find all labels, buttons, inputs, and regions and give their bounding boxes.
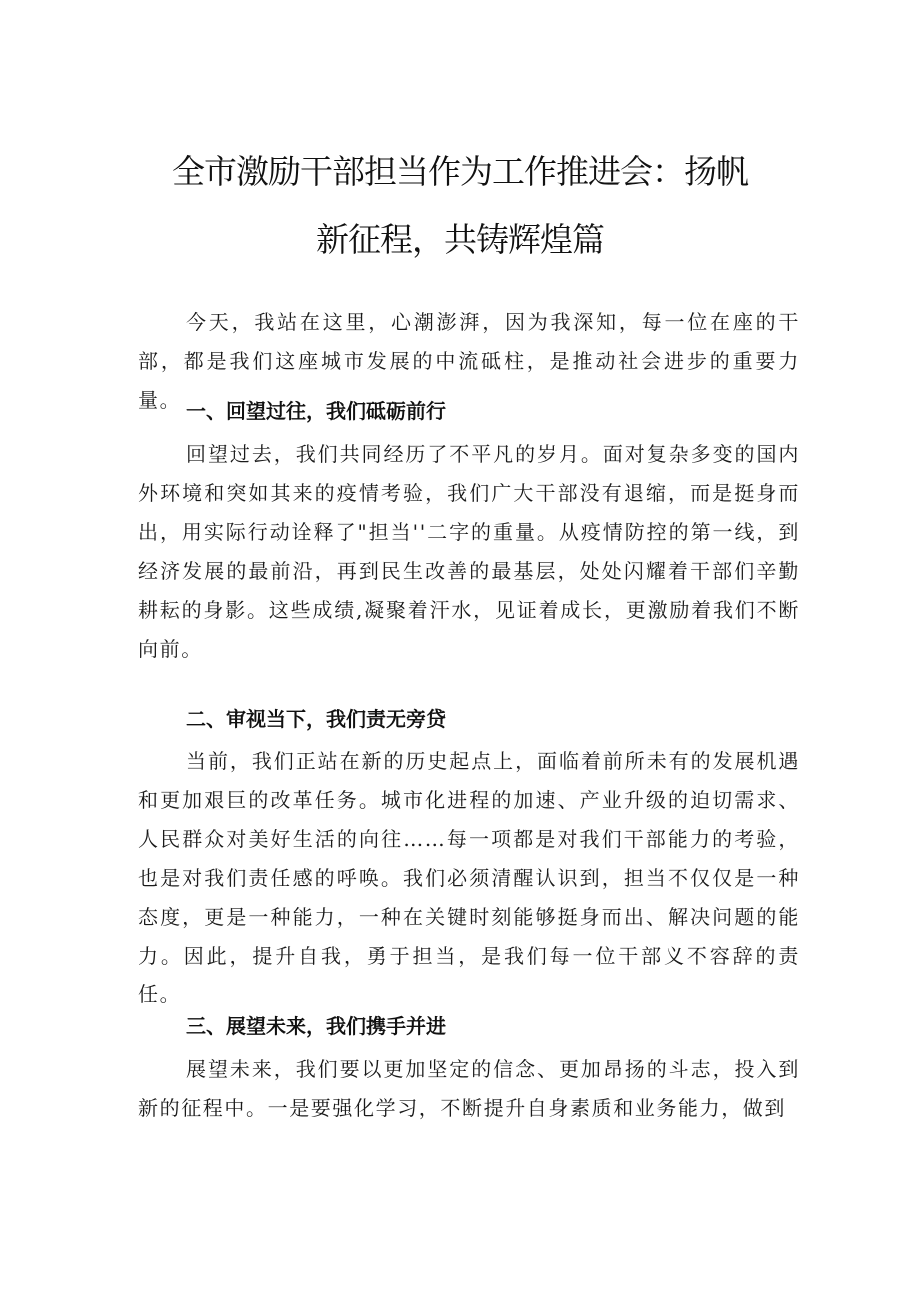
document-title-line-1: 全市激励干部担当作为工作推进会：扬帆: [172, 152, 748, 191]
section-body-2: 当前，我们正站在新的历史起点上，面临着前所未有的发展机遇和更加艰巨的改革任务。城市化进程的加速、产业升级的迫切需求、人民群众对美好生活的向往……每一项都是对我们干部能力的考验，也是对我们责任感的呼唤。我们必须清醒认识到，担当不仅仅是一种态度，更是一种能力，一种在关键时刻能够挺身而出、解决问题的能力。因此，提升自我，勇于担当，是我们每一位干部义不容辞的责任。: [138, 749, 800, 1007]
document-title-line-2: 新征程，共铸辉煌篇: [316, 220, 604, 259]
section-heading-3: 三、展望未来，我们携手并进: [186, 1014, 446, 1038]
section-body-1: 回望过去，我们共同经历了不平凡的岁月。面对复杂多变的国内外环境和突如其来的疫情考验，我们广大干部没有退缩，而是挺身而出，用实际行动诠释了"担当''二字的重量。从疫情防控的第一线，到经济发展的最前沿，再到民生改善的最基层，处处闪耀着干部们辛勤耕耘的身影。这些成绩,凝聚着汗水，见证着成长，更激励着我们不断向前。: [138, 442, 800, 661]
section-body-3: 展望未来，我们要以更加坚定的信念、更加昂扬的斗志，投入到新的征程中。一是要强化学习，不断提升自身素质和业务能力，做到: [138, 1057, 800, 1120]
intro-paragraph: 今天，我站在这里，心潮澎湃，因为我深知，每一位在座的干部，都是我们这座城市发展的中流砥柱，是推动社会进步的重要力量。: [138, 310, 800, 412]
section-heading-1: 一、回望过往，我们砥砺前行: [186, 399, 446, 423]
section-heading-2: 二、审视当下，我们责无旁贷: [186, 707, 446, 731]
